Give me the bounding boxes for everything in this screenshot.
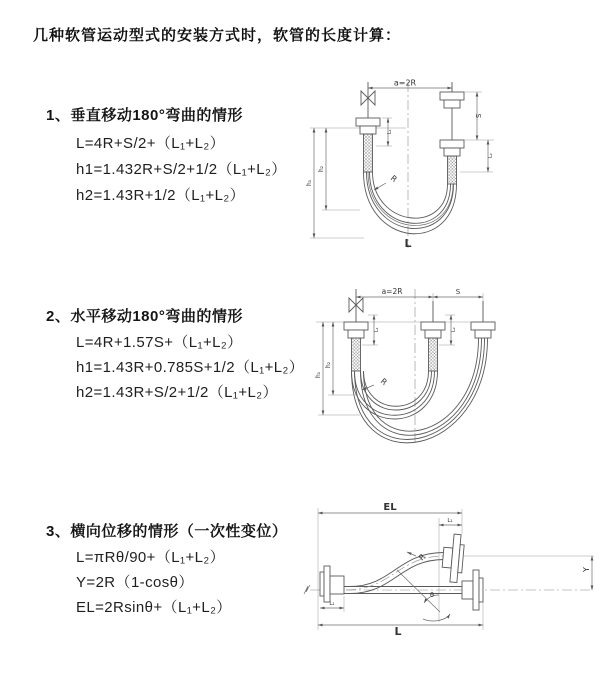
right-lower-fitting <box>440 140 464 148</box>
dimension-a2r <box>356 287 433 320</box>
label-l1: L₁ <box>374 327 380 332</box>
section-1-formula-h2: h2=1.43R+1/2（L₁+L₂） <box>76 187 246 204</box>
section-2-formula-L: L=4R+1.57S+（L₁+L₂） <box>76 334 243 351</box>
label-l2: L₂ <box>451 327 457 332</box>
right-pipe <box>471 301 495 338</box>
left-fitting <box>356 118 380 126</box>
hose-position-2 <box>352 338 488 443</box>
label-l2: L₂ <box>488 153 494 158</box>
page-title: 几种软管运动型式的安装方式时，软管的长度计算： <box>33 27 402 44</box>
section-3-heading: 3、横向位移的情形（一次性变位） <box>46 523 288 540</box>
label-l1-bottom: L₁ <box>329 601 335 607</box>
left-pipe <box>344 289 368 371</box>
hose-u-bend <box>364 172 457 234</box>
label-a2r: a=2R <box>393 78 417 88</box>
dimension-l <box>318 625 483 638</box>
section-3-formula-L: L=πRθ/90+（L₁+L₂） <box>76 549 225 566</box>
left-braided-hose <box>352 338 361 371</box>
label-r: R <box>378 376 389 388</box>
label-h1: h₁ <box>315 371 322 378</box>
label-h2: h₂ <box>325 361 332 368</box>
diagram-horizontal-180-bend <box>300 283 582 451</box>
section-2-heading: 2、水平移动180°弯曲的情形 <box>46 308 243 325</box>
section-3-formula-EL: EL=2Rsinθ+（L₁+L₂） <box>76 599 232 616</box>
dimension-l2 <box>460 140 494 172</box>
label-s: S <box>475 113 483 118</box>
angle-construction <box>397 570 450 621</box>
diagram-lateral-displacement <box>298 500 600 648</box>
label-r: R <box>388 173 399 185</box>
hose-position-1 <box>352 371 438 419</box>
label-l1-top: L₁ <box>447 518 453 524</box>
right-braided-hose <box>448 156 457 184</box>
label-y: Y <box>582 567 591 572</box>
left-pipe <box>356 82 380 172</box>
label-theta: θ <box>430 591 434 599</box>
dimension-a2r <box>368 79 452 92</box>
section-1-formula-h1: h1=1.432R+S/2+1/2（L₁+L₂） <box>76 161 287 178</box>
radius-callout <box>362 377 389 390</box>
right-upper-fitting <box>440 92 464 100</box>
section-1-heading: 1、垂直移动180°弯曲的情形 <box>46 107 243 124</box>
diagram-1-svg <box>302 76 570 254</box>
dimension-y <box>582 556 592 590</box>
valve-icon <box>361 91 368 105</box>
hose-displaced-position <box>346 553 444 594</box>
section-1-formula-L: L=4R+S/2+（L₁+L₂） <box>76 135 226 152</box>
label-l: L <box>404 237 412 250</box>
dimension-s <box>433 288 483 320</box>
label-r: R <box>417 552 428 563</box>
diagram-vertical-180-bend <box>302 76 570 254</box>
dimension-s <box>464 92 494 140</box>
left-braided-hose <box>364 134 373 172</box>
label-l1: L₁ <box>387 129 393 134</box>
left-flange <box>320 566 344 602</box>
right-pipe <box>440 82 464 184</box>
diagram-2-svg <box>300 283 582 451</box>
middle-braided-hose <box>429 338 438 371</box>
label-a2r: a=2R <box>381 287 403 296</box>
label-h2: h₂ <box>318 165 325 172</box>
label-l: L <box>394 625 402 638</box>
dimension-el <box>318 502 462 513</box>
section-3-formula-Y: Y=2R（1-cosθ） <box>76 574 194 591</box>
upper-flange <box>441 533 465 583</box>
dimension-l1-top <box>439 518 462 525</box>
dimension-h2 <box>318 128 360 210</box>
valve-icon <box>349 298 356 312</box>
label-h1: h₁ <box>306 179 313 186</box>
label-s: S <box>455 288 461 296</box>
right-flange <box>462 570 483 610</box>
label-el: EL <box>383 502 397 513</box>
radius-callout <box>374 174 399 190</box>
break-symbol <box>304 585 310 594</box>
middle-pipe <box>421 301 445 371</box>
section-2-formula-h1: h1=1.43R+0.785S+1/2（L₁+L₂） <box>76 359 305 376</box>
dimension-h1 <box>306 128 364 238</box>
section-2-formula-h2: h2=1.43R+S/2+1/2（L₁+L₂） <box>76 384 278 401</box>
diagram-3-svg <box>298 500 600 648</box>
